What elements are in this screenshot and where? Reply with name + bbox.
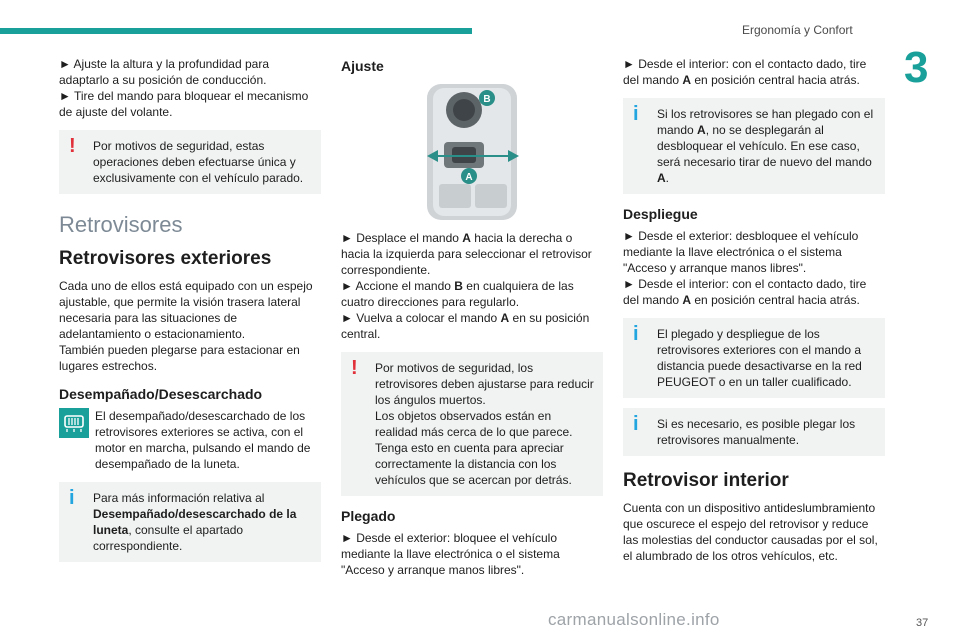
desp-2-post: en posición central hacia atrás. xyxy=(691,293,860,307)
plegado-text: ► Desde el exterior: bloquee el vehículo mediante la llave electrónica o el sistema "Acceso y arranque manos libres". xyxy=(341,531,560,577)
info-4-text: Si es necesario, es posible plegar los retrovisores manualmente. xyxy=(657,417,856,447)
info-note-1 xyxy=(59,482,321,562)
mirror-control-figure xyxy=(341,80,603,220)
heading-despliegue: Despliegue xyxy=(623,206,698,222)
info-2-mid: , no se desplegarán al desbloquear el vehículo. En ese caso, será necesario tirar de nuevo del mando xyxy=(657,123,872,169)
column-3 xyxy=(623,56,885,572)
info-icon: i xyxy=(69,487,75,509)
heading-ajuste: Ajuste xyxy=(341,58,384,74)
column-2 xyxy=(341,56,603,586)
rear-defrost-icon xyxy=(59,408,89,438)
despliegue-step-1: ► Desde el exterior: desbloquee el vehículo mediante la llave electrónica o el sistema "Acceso y arranque manos libres". xyxy=(623,229,859,275)
info-2-post: . xyxy=(665,171,670,185)
step-2-bold: B xyxy=(454,279,463,293)
heading-retrovisor-interior: Retrovisor interior xyxy=(623,470,789,491)
heading-plegado: Plegado xyxy=(341,508,396,524)
step-3-bold: A xyxy=(500,311,510,325)
defog-row xyxy=(59,408,321,472)
interior-pre: ► Desde el interior: con el contacto dado, tire del mando xyxy=(623,57,867,87)
interior-body: Cuenta con un dispositivo antideslumbramiento que oscurece el espejo del retrovisor y reduce las molestias del conductor causadas por el sol, el alumbrado de los otros vehículos, etc. xyxy=(623,501,878,563)
info-note-4 xyxy=(623,408,885,456)
intro-step-2: ► Tire del mando para bloquear el mecanismo de ajuste del volante. xyxy=(59,89,309,119)
step-1 xyxy=(341,230,603,278)
info-text-pre: Para más información relativa al xyxy=(93,491,265,505)
figure-label-a: A xyxy=(465,172,473,183)
page-number: 37 xyxy=(916,617,929,629)
intro-step-1: ► Ajuste la altura y la profundidad para adaptarlo a su posición de conducción. xyxy=(59,57,270,87)
chapter-number: 3 xyxy=(904,43,929,92)
section-title: Ergonomía y Confort xyxy=(742,23,853,37)
warning-2-line-1: Por motivos de seguridad, los retrovisores deben ajustarse para reducir los ángulos muertos. xyxy=(375,361,594,407)
watermark: carmanualsonline.info xyxy=(548,610,720,629)
interior-bold: A xyxy=(682,73,692,87)
desp-2-bold: A xyxy=(682,293,692,307)
warning-icon: ! xyxy=(351,357,358,379)
warning-icon: ! xyxy=(69,135,76,157)
section-heading: Retrovisores xyxy=(59,212,183,237)
warning-2-line-2: Los objetos observados están en realidad más cerca de lo que parece. xyxy=(375,409,573,439)
warning-text: Por motivos de seguridad, estas operaciones deben efectuarse única y exclusivamente con el vehículo parado. xyxy=(93,139,304,185)
info-note-2 xyxy=(623,98,885,194)
info-3-text: El plegado y despliegue de los retrovisores exteriores con el mando a distancia puede desactivarse en la red PEUGEOT o en un taller cualificado. xyxy=(657,327,862,389)
step-2-post: en cualquiera de las cuatro direcciones para regularlo. xyxy=(341,279,574,309)
body-paragraph-1: Cada uno de ellos está equipado con un espejo ajustable, que permite la visión trasera lateral necesaria para las situaciones de adelantamiento o estacionamiento. xyxy=(59,279,313,341)
desp-2-pre: ► Desde el interior: con el contacto dado, tire del mando xyxy=(623,277,867,307)
column-1 xyxy=(59,56,321,572)
info-icon: i xyxy=(633,413,639,435)
info-note-3 xyxy=(623,318,885,398)
interior-step xyxy=(623,56,885,88)
step-2 xyxy=(341,278,603,310)
figure-label-b: B xyxy=(483,94,491,105)
defog-text: El desempañado/desescarchado de los retrovisores exteriores se activa, con el motor en marcha, pulsando el mando de desempañado de la luneta. xyxy=(95,409,311,471)
interior-post: en posición central hacia atrás. xyxy=(691,73,860,87)
warning-note-1 xyxy=(59,130,321,194)
header-accent-bar xyxy=(0,28,472,34)
info-text-bold: Desempañado/desescarchado de la luneta xyxy=(93,507,297,537)
step-1-post: hacia la derecha o hacia la izquierda para seleccionar el retrovisor correspondiente. xyxy=(341,231,592,277)
warning-2-line-3: Tenga esto en cuenta para apreciar correctamente la distancia con los vehículos que se acercan por detrás. xyxy=(375,441,572,487)
info-icon: i xyxy=(633,323,639,345)
info-icon: i xyxy=(633,103,639,125)
step-2-pre: ► Accione el mando xyxy=(341,279,455,293)
despliegue-step-2 xyxy=(623,276,885,308)
info-2-bold-2: A xyxy=(657,171,666,185)
info-2-pre: Si los retrovisores se han plegado con el mando xyxy=(657,107,874,137)
step-3-post: en su posición central. xyxy=(341,311,590,341)
warning-note-2 xyxy=(341,352,603,496)
step-1-bold: A xyxy=(462,231,471,245)
step-3-pre: ► Vuelva a colocar el mando xyxy=(341,311,501,325)
info-text-post: , consulte el apartado correspondiente. xyxy=(93,523,244,553)
heading-defog: Desempañado/Desescarchado xyxy=(59,386,263,402)
body-paragraph-2: También pueden plegarse para estacionar en lugares estrechos. xyxy=(59,343,300,373)
subheading-exteriores: Retrovisores exteriores xyxy=(59,248,272,269)
step-1-pre: ► Desplace el mando xyxy=(341,231,463,245)
info-2-bold: A xyxy=(697,123,706,137)
step-3 xyxy=(341,310,603,342)
